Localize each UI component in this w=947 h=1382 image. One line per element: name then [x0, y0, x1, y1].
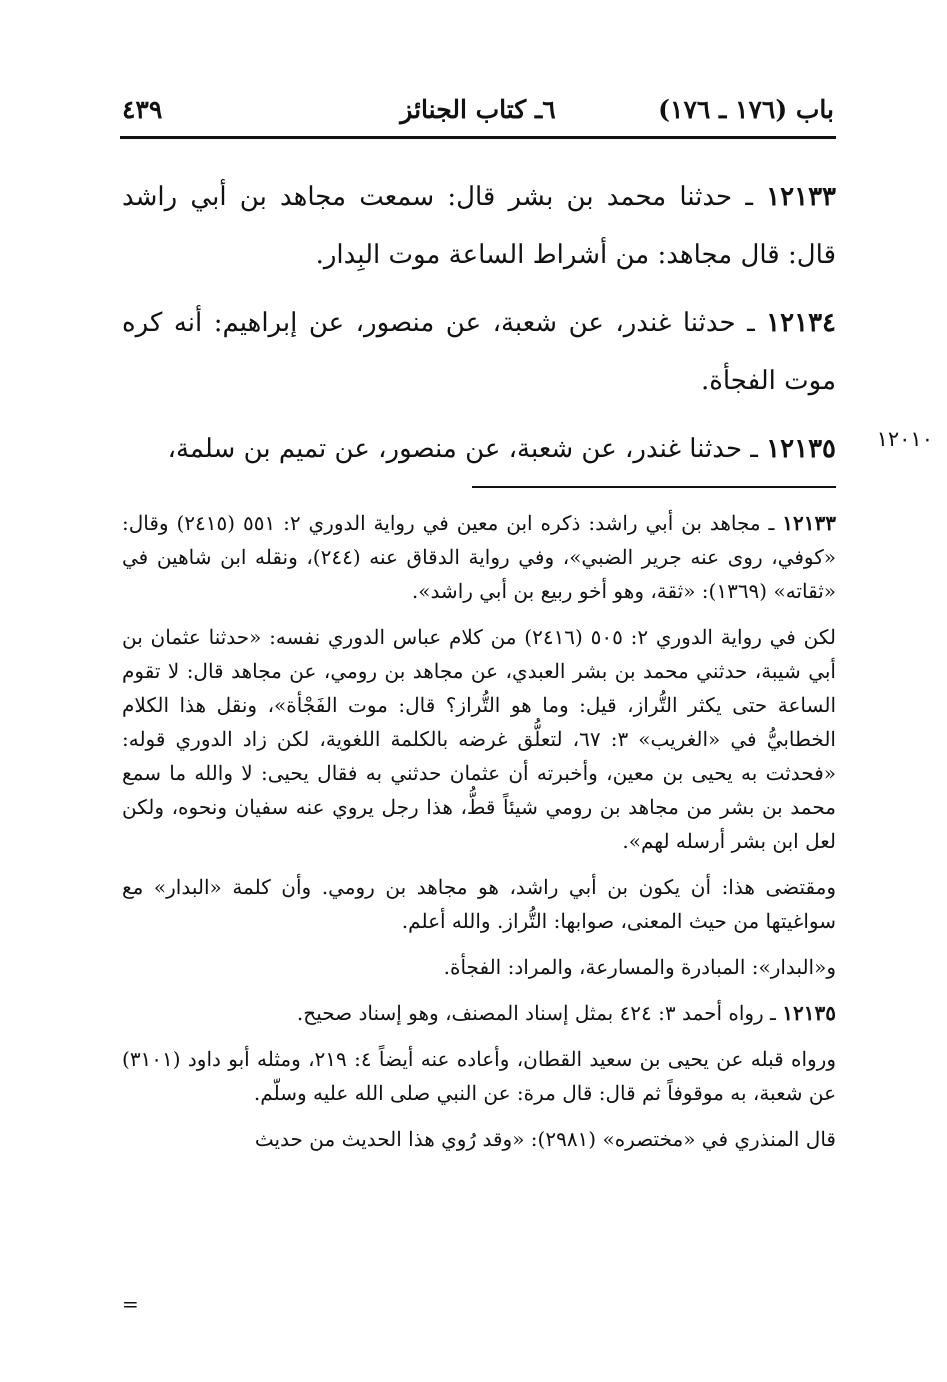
hadith-number: ١٢١٣٥	[766, 434, 836, 464]
margin-reference-number: ١٢٠١٠	[876, 427, 933, 451]
footnote-text: و«البدار»: المبادرة والمسارعة، والمراد: الفجأة.	[443, 955, 836, 979]
footnote-number: ١٢١٣٥	[782, 1001, 836, 1025]
footnote-text: ورواه قبله عن يحيى بن سعيد القطان، وأعاده عنه أيضاً ٤: ٢١٩، ومثله أبو داود (٣١٠١) عن شعبة، به موقوفاً ثم قال: قال مرة: عن النبي صلى الله عليه وسلّم.	[122, 1047, 837, 1105]
hadith-number: ١٢١٣٣	[766, 182, 836, 212]
continuation-mark: =	[122, 1292, 139, 1316]
book-title: ٦ـ كتاب الجنائز	[400, 95, 556, 124]
footnote-text: قال المنذري في «مختصره» (٢٩٨١): «وقد رُوي هذا الحديث من حديث	[254, 1127, 836, 1151]
footnote-paragraph	[122, 950, 836, 984]
page-number: ٤٣٩	[122, 95, 163, 124]
chapter-reference: باب (١٧٦ ـ ١٧٦)	[658, 95, 834, 124]
hadith-12135	[122, 420, 836, 478]
hadith-text: ـ حدثنا محمد بن بشر قال: سمعت مجاهد بن أبي راشد قال: قال مجاهد: من أشراط الساعة موت البِدار.	[122, 182, 836, 270]
footnote-paragraph	[122, 1122, 836, 1156]
running-header	[122, 92, 834, 132]
footnote-paragraph	[122, 1042, 836, 1110]
footnote-text: لكن في رواية الدوري ٢: ٥٠٥ (٢٤١٦) من كلام عباس الدوري نفسه: «حدثنا عثمان بن أبي شيبة، حدثني محمد بن بشر العبدي، عن مجاهد بن رومي، عن مجاهد قال: لا تقوم الساعة حتى يكثر التُّراز، قيل: وما هو التُّراز؟ قال: موت الفَجْأة»، ونقل هذا الكلام الخطابيُّ في «الغريب» ٣: ٦٧، لتعلُّق غرضه بالكلمة اللغوية، لكن زاد الدوري قوله: «فحدثت به يحيى بن معين، وأخبرته أن عثمان حدثني به فقال يحيى: لا والله ما سمع محمد بن بشر من مجاهد بن رومي شيئاً قطُّ، هذا رجل يروي عنه سفيان ونحوه، ولكن لعل ابن بشر أرسله لهم».	[122, 625, 836, 853]
footnote-paragraph	[122, 620, 836, 858]
footnote-12133	[122, 506, 836, 608]
footnote-number: ١٢١٣٣	[782, 511, 836, 535]
footnote-text: ومقتضى هذا: أن يكون بن أبي راشد، هو مجاهد بن رومي. وأن كلمة «البدار» مع سواغيتها من حيث المعنى، صوابها: التُّراز. والله أعلم.	[122, 875, 836, 933]
hadith-text: ـ حدثنا غندر، عن شعبة، عن منصور، عن إبراهيم: أنه كره موت الفجأة.	[122, 308, 836, 396]
footnote-text: ـ مجاهد بن أبي راشد: ذكره ابن معين في رواية الدوري ٢: ٥٥١ (٢٤١٥) وقال: «كوفي، روى عنه جرير الضبي»، وفي رواية الدقاق عنه (٢٤٤)، ونقله ابن شاهين في «ثقاته» (١٣٦٩): «ثقة، وهو أخو ربيع بن أبي راشد».	[122, 511, 836, 603]
footnotes	[122, 506, 836, 1168]
footnote-separator	[472, 486, 836, 488]
hadith-text: ـ حدثنا غندر، عن شعبة، عن منصور، عن تميم بن سلمة،	[167, 434, 767, 464]
hadith-number: ١٢١٣٤	[766, 308, 836, 338]
footnote-paragraph	[122, 870, 836, 938]
hadith-body	[122, 168, 836, 488]
hadith-12134	[122, 294, 836, 410]
footnote-12135	[122, 996, 836, 1030]
hadith-12133	[122, 168, 836, 284]
header-rule	[120, 136, 836, 139]
footnote-text: ـ رواه أحمد ٣: ٤٢٤ بمثل إسناد المصنف، وهو إسناد صحيح.	[296, 1001, 783, 1025]
